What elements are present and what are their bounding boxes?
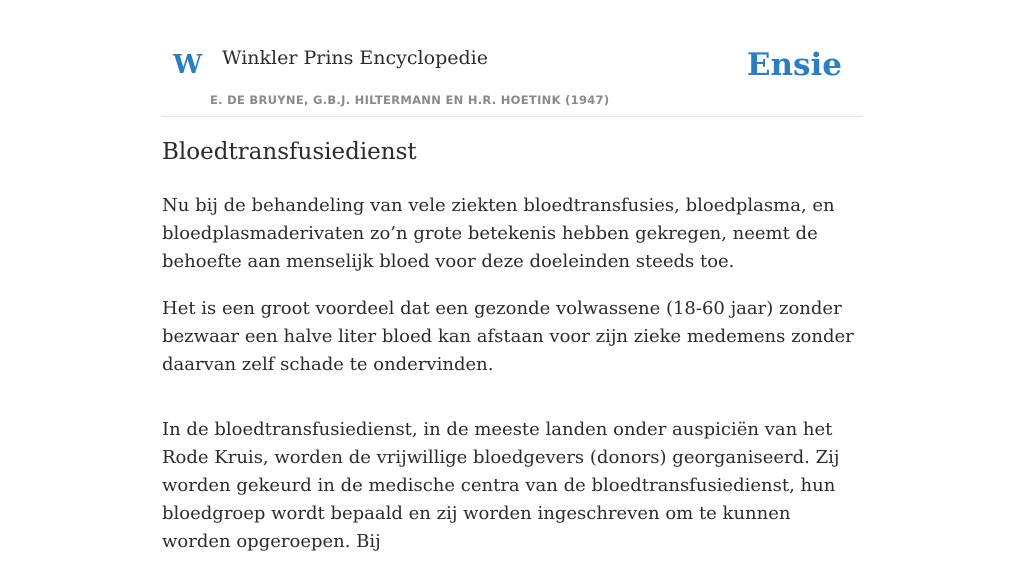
article <box>162 138 862 575</box>
article-paragraph-2: Het is een groot voordeel dat een gezonde volwassene (18-60 jaar) zonder bezwaar een halve liter bloed kan afstaan voor zijn zieke medemens zonder daarvan zelf schade te ondervinden. <box>162 297 854 375</box>
article-title: Bloedtransfusiedienst <box>162 139 417 165</box>
publication-authors: E. DE BRUYNE, G.B.J. HILTERMANN EN H.R. HOETINK (1947) <box>210 93 610 107</box>
publication-title[interactable]: Winkler Prins Encyclopedie <box>222 47 488 69</box>
ensie-brand-logo[interactable]: Ensie <box>746 47 842 83</box>
article-paragraph-3: In de bloedtransfusiedienst, in de meeste landen onder auspiciën van het Rode Kruis, worden de vrijwillige bloedgevers (donors) georganiseerd. Zij worden gekeurd in de medische centra van de bloedtransfusiedienst, hun bloedgroep wordt bepaald en zij worden ingeschreven om te kunnen worden opgeroepen. Bij <box>162 418 840 552</box>
article-paragraph-1: Nu bij de behandeling van vele ziekten bloedtransfusies, bloedplasma, en bloedplasmaderivaten zo’n grote betekenis hebben gekregen, neemt de behoefte aan menselijk bloed voor deze doeleinden steeds toe. <box>162 194 835 272</box>
publication-logo[interactable]: W <box>173 50 203 80</box>
site-header <box>162 0 862 117</box>
